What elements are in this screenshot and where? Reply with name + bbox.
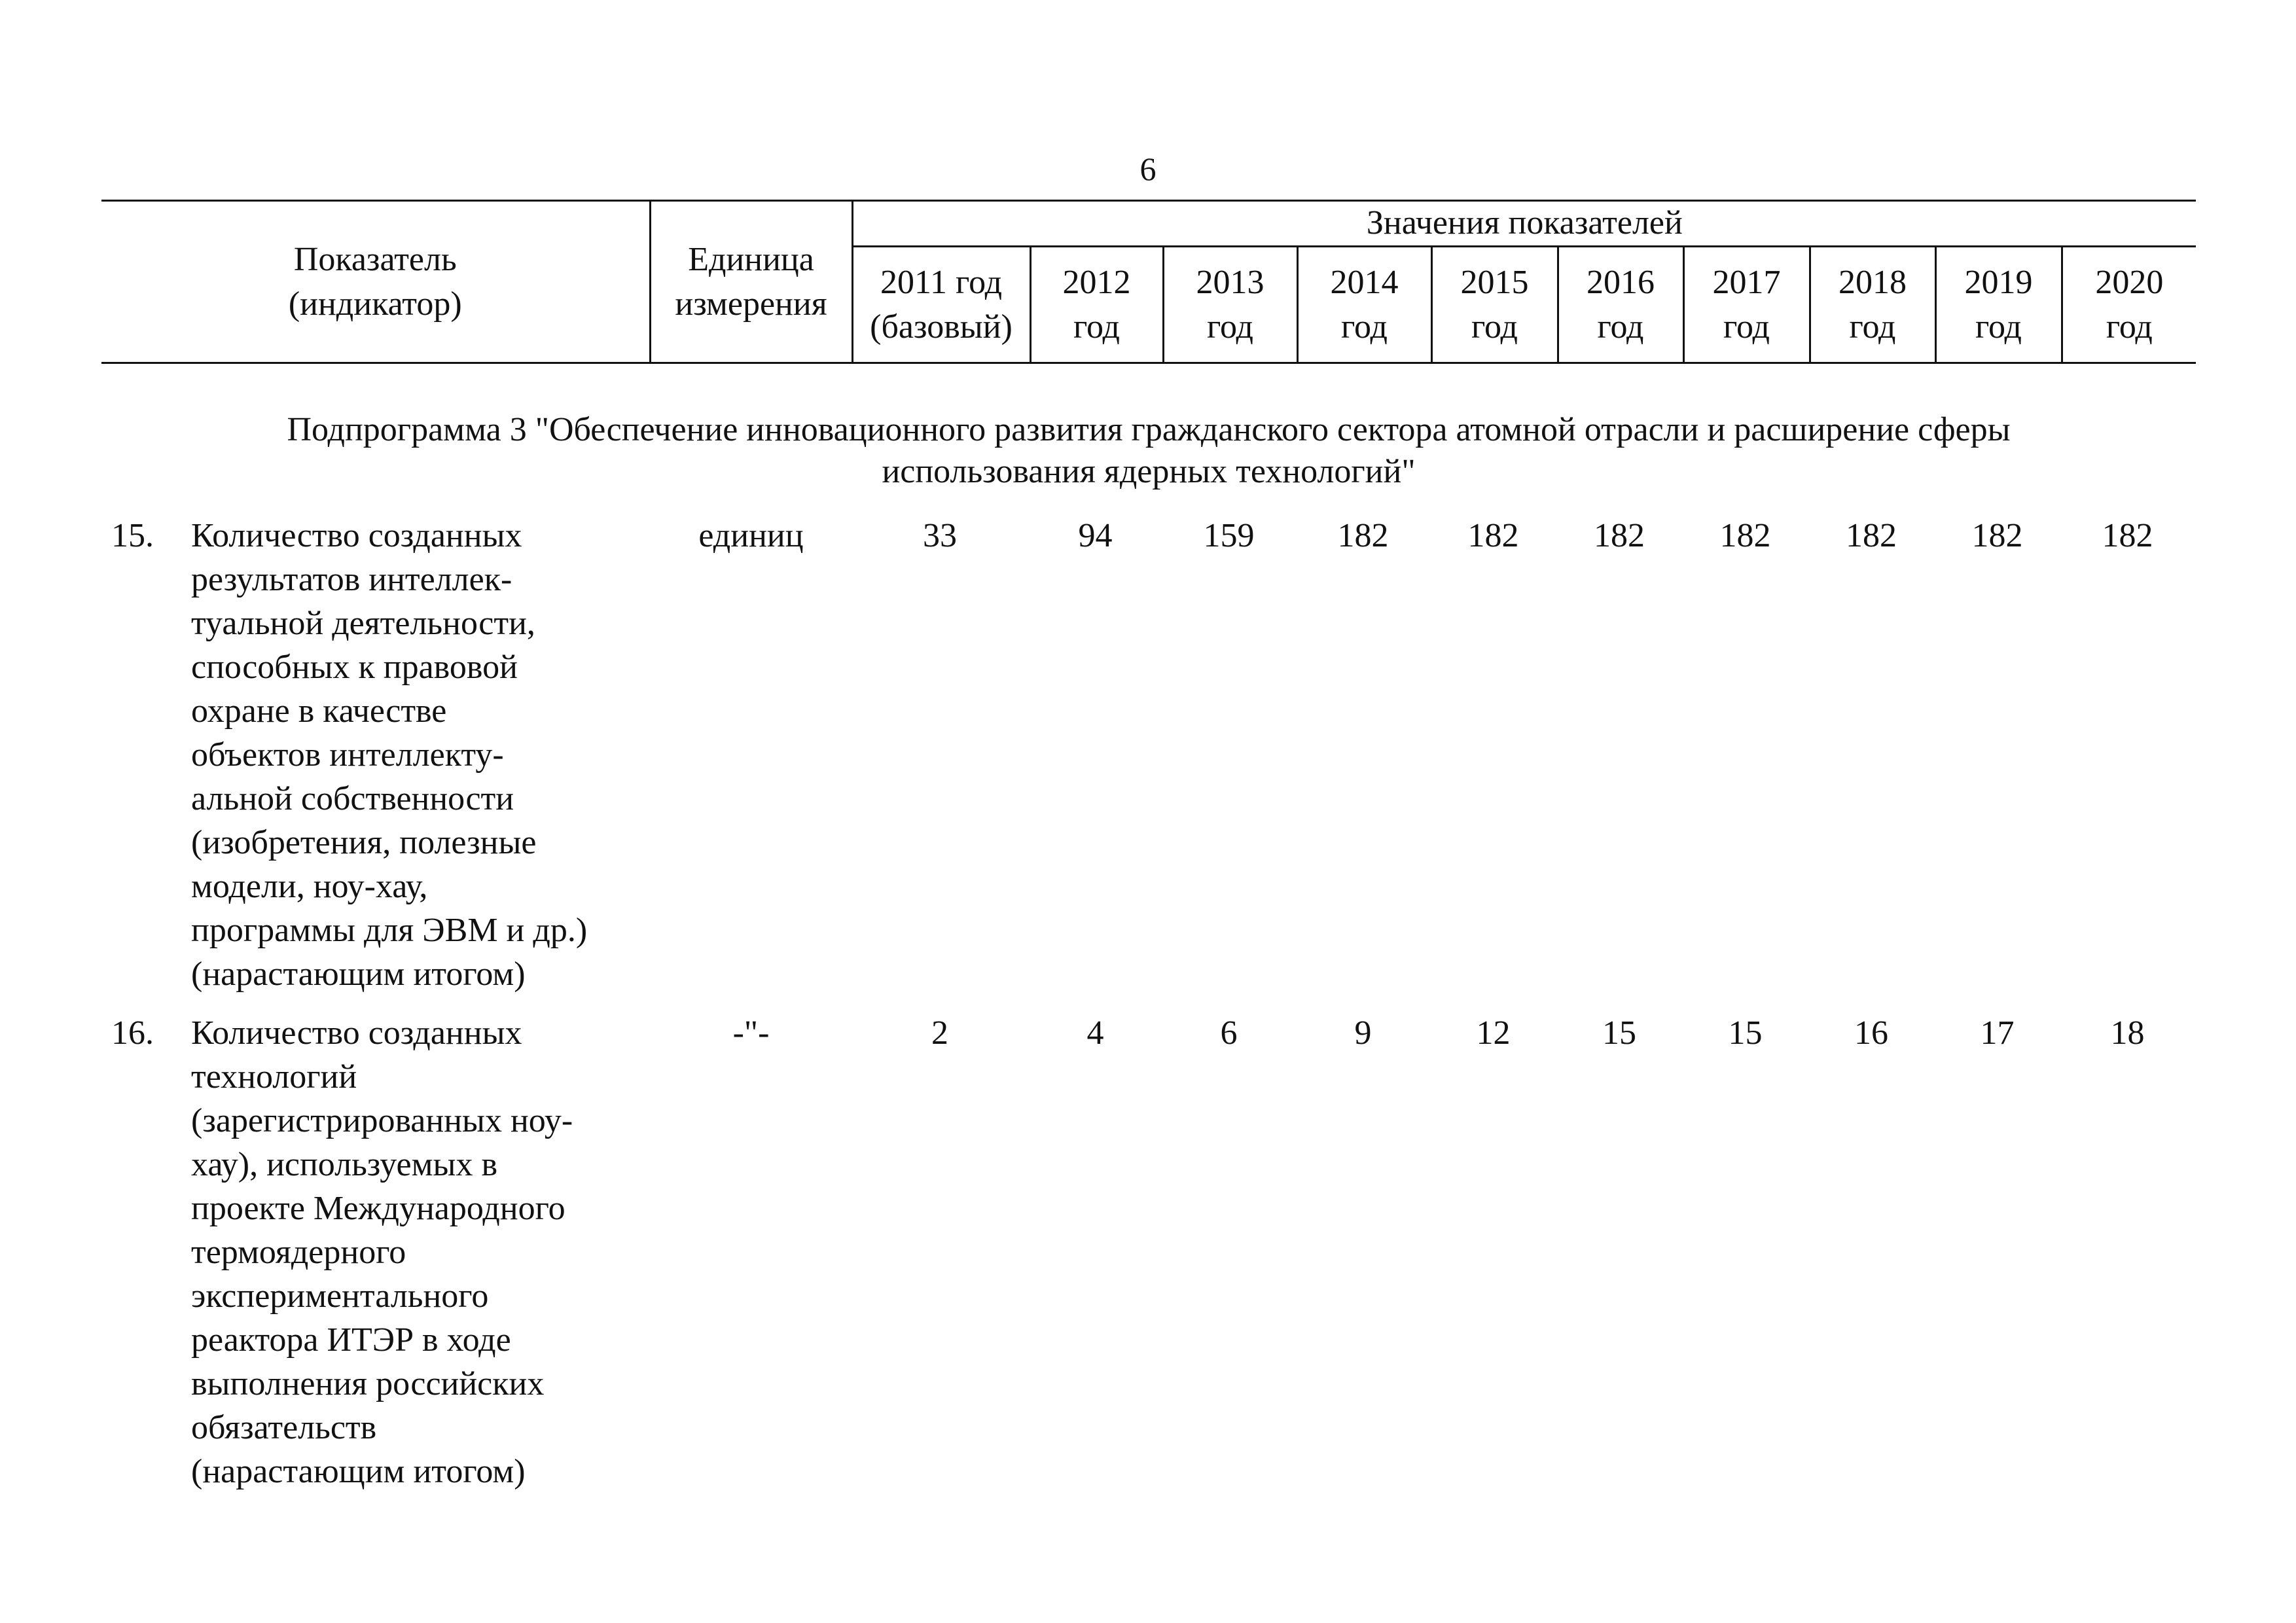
row-value-2013: 6 (1220, 1014, 1238, 1052)
header-year-2014: 2014 год (1297, 247, 1431, 363)
row-value-2011: 2 (931, 1014, 948, 1052)
row-value-2019: 182 (1971, 517, 2023, 554)
row-value-2018: 16 (1854, 1014, 1888, 1052)
table-header (101, 201, 2196, 363)
row-value-2012: 4 (1086, 1014, 1104, 1052)
header-year-2019: 2019 год (1935, 247, 2062, 363)
row-unit: -"- (732, 1014, 770, 1052)
row-value-2020: 18 (2110, 1014, 2145, 1052)
header-year-2017: 2017 год (1683, 247, 1810, 363)
header-year-2013: 2013 год (1163, 247, 1297, 363)
header-year-2011: 2011 год (базовый) (852, 247, 1030, 363)
row-value-2016: 182 (1594, 517, 1645, 554)
row-value-2015: 182 (1467, 517, 1519, 554)
row-indicator-name: Количество созданных результатов интеллек- туальной деятельности, способных к правовой охране в качестве объектов интеллекту- альной собственности (изобретения, полезные модели, ноу-хау, программы для ЭВМ и др.) (нарастающим итогом) (191, 517, 588, 993)
row-number: 16. (111, 1014, 154, 1052)
row-value-2020: 182 (2102, 517, 2153, 554)
header-year-2020: 2020 год (2062, 247, 2196, 363)
header-year-2012: 2012 год (1030, 247, 1163, 363)
header-year-2015: 2015 год (1431, 247, 1558, 363)
row-value-2015: 12 (1476, 1014, 1511, 1052)
row-value-2014: 182 (1337, 517, 1389, 554)
page-number: 6 (1139, 151, 1157, 187)
header-year-2018: 2018 год (1810, 247, 1935, 363)
row-value-2016: 15 (1602, 1014, 1636, 1052)
row-number: 15. (111, 517, 154, 554)
row-value-2014: 9 (1354, 1014, 1372, 1052)
header-indicator: Показатель (индикатор) (288, 240, 462, 323)
row-value-2017: 182 (1719, 517, 1771, 554)
table-header-bottom-rule (101, 362, 2196, 364)
row-value-2017: 15 (1728, 1014, 1763, 1052)
header-year-2016: 2016 год (1558, 247, 1683, 363)
row-value-2019: 17 (1980, 1014, 2015, 1052)
row-indicator-name: Количество созданных технологий (зарегистрированных ноу- хау), используемых в проекте Международного термоядерного экспериментального реактора ИТЭР в ходе выполнения российских обязательств (нарастающим итогом) (191, 1014, 573, 1490)
row-value-2018: 182 (1846, 517, 1897, 554)
row-unit: единиц (698, 517, 804, 554)
row-value-2012: 94 (1078, 517, 1113, 554)
subprogram-title: Подпрограмма 3 "Обеспечение инновационного развития гражданского сектора атомной отрасли и расширение сферы использования ядерных технологий" (287, 411, 2011, 490)
row-value-2013: 159 (1203, 517, 1255, 554)
header-unit: Единица измерения (650, 201, 852, 363)
row-value-2011: 33 (923, 517, 957, 554)
header-values-group: Значения показателей (852, 201, 2196, 247)
